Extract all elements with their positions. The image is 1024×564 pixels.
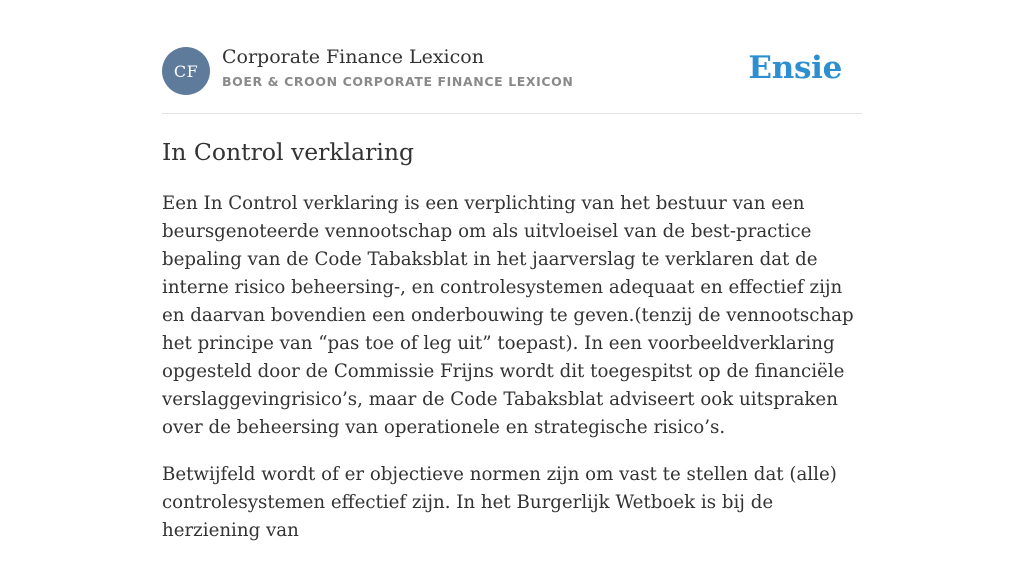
entry-title: In Control verklaring: [162, 138, 415, 166]
entry-paragraph: Een In Control verklaring is een verplichting van het bestuur van een beursgenoteerde vennootschap om als uitvloeisel van de best-practice bepaling van de Code Tabaksblat in het jaarverslag te verklaren dat de interne risico beheersing-, en controlesystemen adequaat en effectief zijn en daarvan bovendien een onderbouwing te geven.(tenzij de vennootschap het principe van “pas toe of leg uit” toepast). In een voorbeeldverklaring opgesteld door de Commissie Frijns wordt dit toegespitst op de financiële verslaggevingrisico’s, maar de Code Tabaksblat adviseert ook uitspraken over de beheersing van operationele en strategische risico’s.: [162, 193, 854, 438]
source-header: [162, 0, 862, 114]
entry-paragraph: Betwijfeld wordt of er objectieve normen zijn om vast te stellen dat (alle) controlesystemen effectief zijn. In het Burgerlijk Wetboek is bij de herziening van: [162, 464, 837, 541]
entry-body: [162, 190, 862, 564]
source-title[interactable]: Corporate Finance Lexicon: [222, 46, 484, 68]
source-subtitle: BOER & CROON CORPORATE FINANCE LEXICON: [222, 74, 574, 89]
source-avatar[interactable]: CF: [162, 47, 210, 95]
page-container: [162, 0, 862, 541]
brand-logo[interactable]: Ensie: [748, 50, 842, 86]
